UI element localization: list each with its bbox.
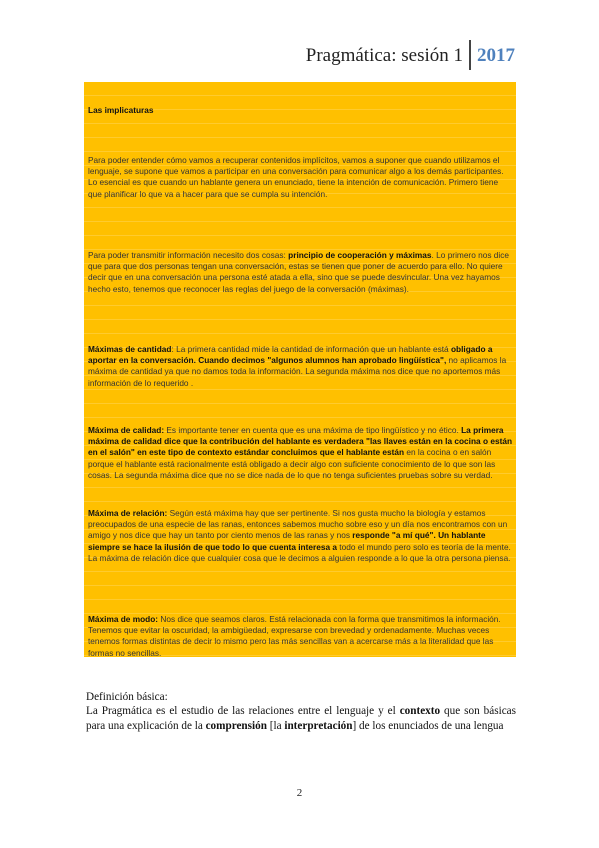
basic-definition [86, 690, 516, 733]
header-year: 2017 [477, 45, 515, 66]
paragraph-maxima-modo: Máxima de modo: Nos dice que seamos claros. Está relacionada con la forma que transmitimos la información. Tenemos que evitar la oscuridad, la ambigüedad, expresarse con brevedad y ordenadamente. Muchas veces tenemos formas distintas de decir lo mismo pero las más sencillas van a acercarse más a la literalidad que las formas no sencillas. [88, 614, 501, 657]
paragraph-maxima-relacion: Máxima de relación: Según está máxima hay que ser pertinente. Si nos gusta mucho la biología y estamos preocupados de una especie de las ranas, entonces sabemos mucho sobre eso y un día nos encontramos con un amigo y nos dice que hay un tanto por ciento menos de las ranas y nos responde "a mí qué". Un hablante siempre se hace la ilusión de que todo lo que cuenta interesa a todo el mundo pero solo es teoría de la mente. La máxima de relación dice que cualquier cosa que le decimos a alguien responde a lo que la otra persona piensa. [88, 508, 511, 563]
definition-title: Definición básica: [86, 691, 168, 703]
paragraph-maxima-calidad: Máxima de calidad: Es importante tener en cuenta que es una máxima de tipo lingüístico y no ético. La primera máxima de calidad dice que la contribución del hablante es verdadera "las llaves están en la cocina o están en el salón" en este tipo de contexto estándar concluimos que el hablante están en la cocina o en salón porque el hablante está racionalmente está obligado a decir algo con suficiente conocimiento de lo que son las cosas. La segunda máxima dice que no se dice nada de lo que no tenga suficientes pruebas sobre su verdad. [88, 425, 513, 480]
paragraph-implicit-content: Para poder entender cómo vamos a recuperar contenidos implícitos, vamos a suponer que cuando utilizamos el lenguaje, se supone que vamos a participar en una conversación para comunicar algo a los demás participantes. Lo esencial es que cuando un hablante genera un enunciado, tiene la intención de comunicación. Primero tiene que planificar lo que va a hacer para que se cumpla su intención. [88, 155, 504, 199]
highlighted-notes-panel [84, 82, 516, 657]
paragraph-cooperation: Para poder transmitir información necesito dos cosas: principio de cooperación y máximas. Lo primero nos dice que para que dos personas tengan una conversación, estas se tienen que poner de acuerdo para ello. No quiere decir que en una conversación una persona esté atada a ella, sino que se puede desvincular. Una vez hayamos hecho esto, tenemos que reconocer las reglas del juego de la conversación (máximas). [88, 250, 510, 294]
paragraph-maxima-cantidad: Máximas de cantidad: La primera cantidad mide la cantidad de información que un hablante está obligado a aportar en la conversación. Cuando decimos "algunos alumnos han aprobado lingüística", no aplicamos la máxima de cantidad ya que no damos toda la información. La segunda máxima nos dice que no aportemos más información de lo requerido . [88, 344, 507, 388]
header-title: Pragmática: sesión 1 [305, 45, 463, 66]
page-header [306, 38, 515, 70]
section-heading: Las implicaturas [88, 105, 154, 115]
definition-text: La Pragmática es el estudio de las relaciones entre el lenguaje y el contexto que son básicas para una explicación de la comprensión [la interpretación] de los enunciados de una lengua [86, 705, 516, 732]
page-number: 2 [296, 787, 303, 799]
header-divider [469, 40, 471, 70]
